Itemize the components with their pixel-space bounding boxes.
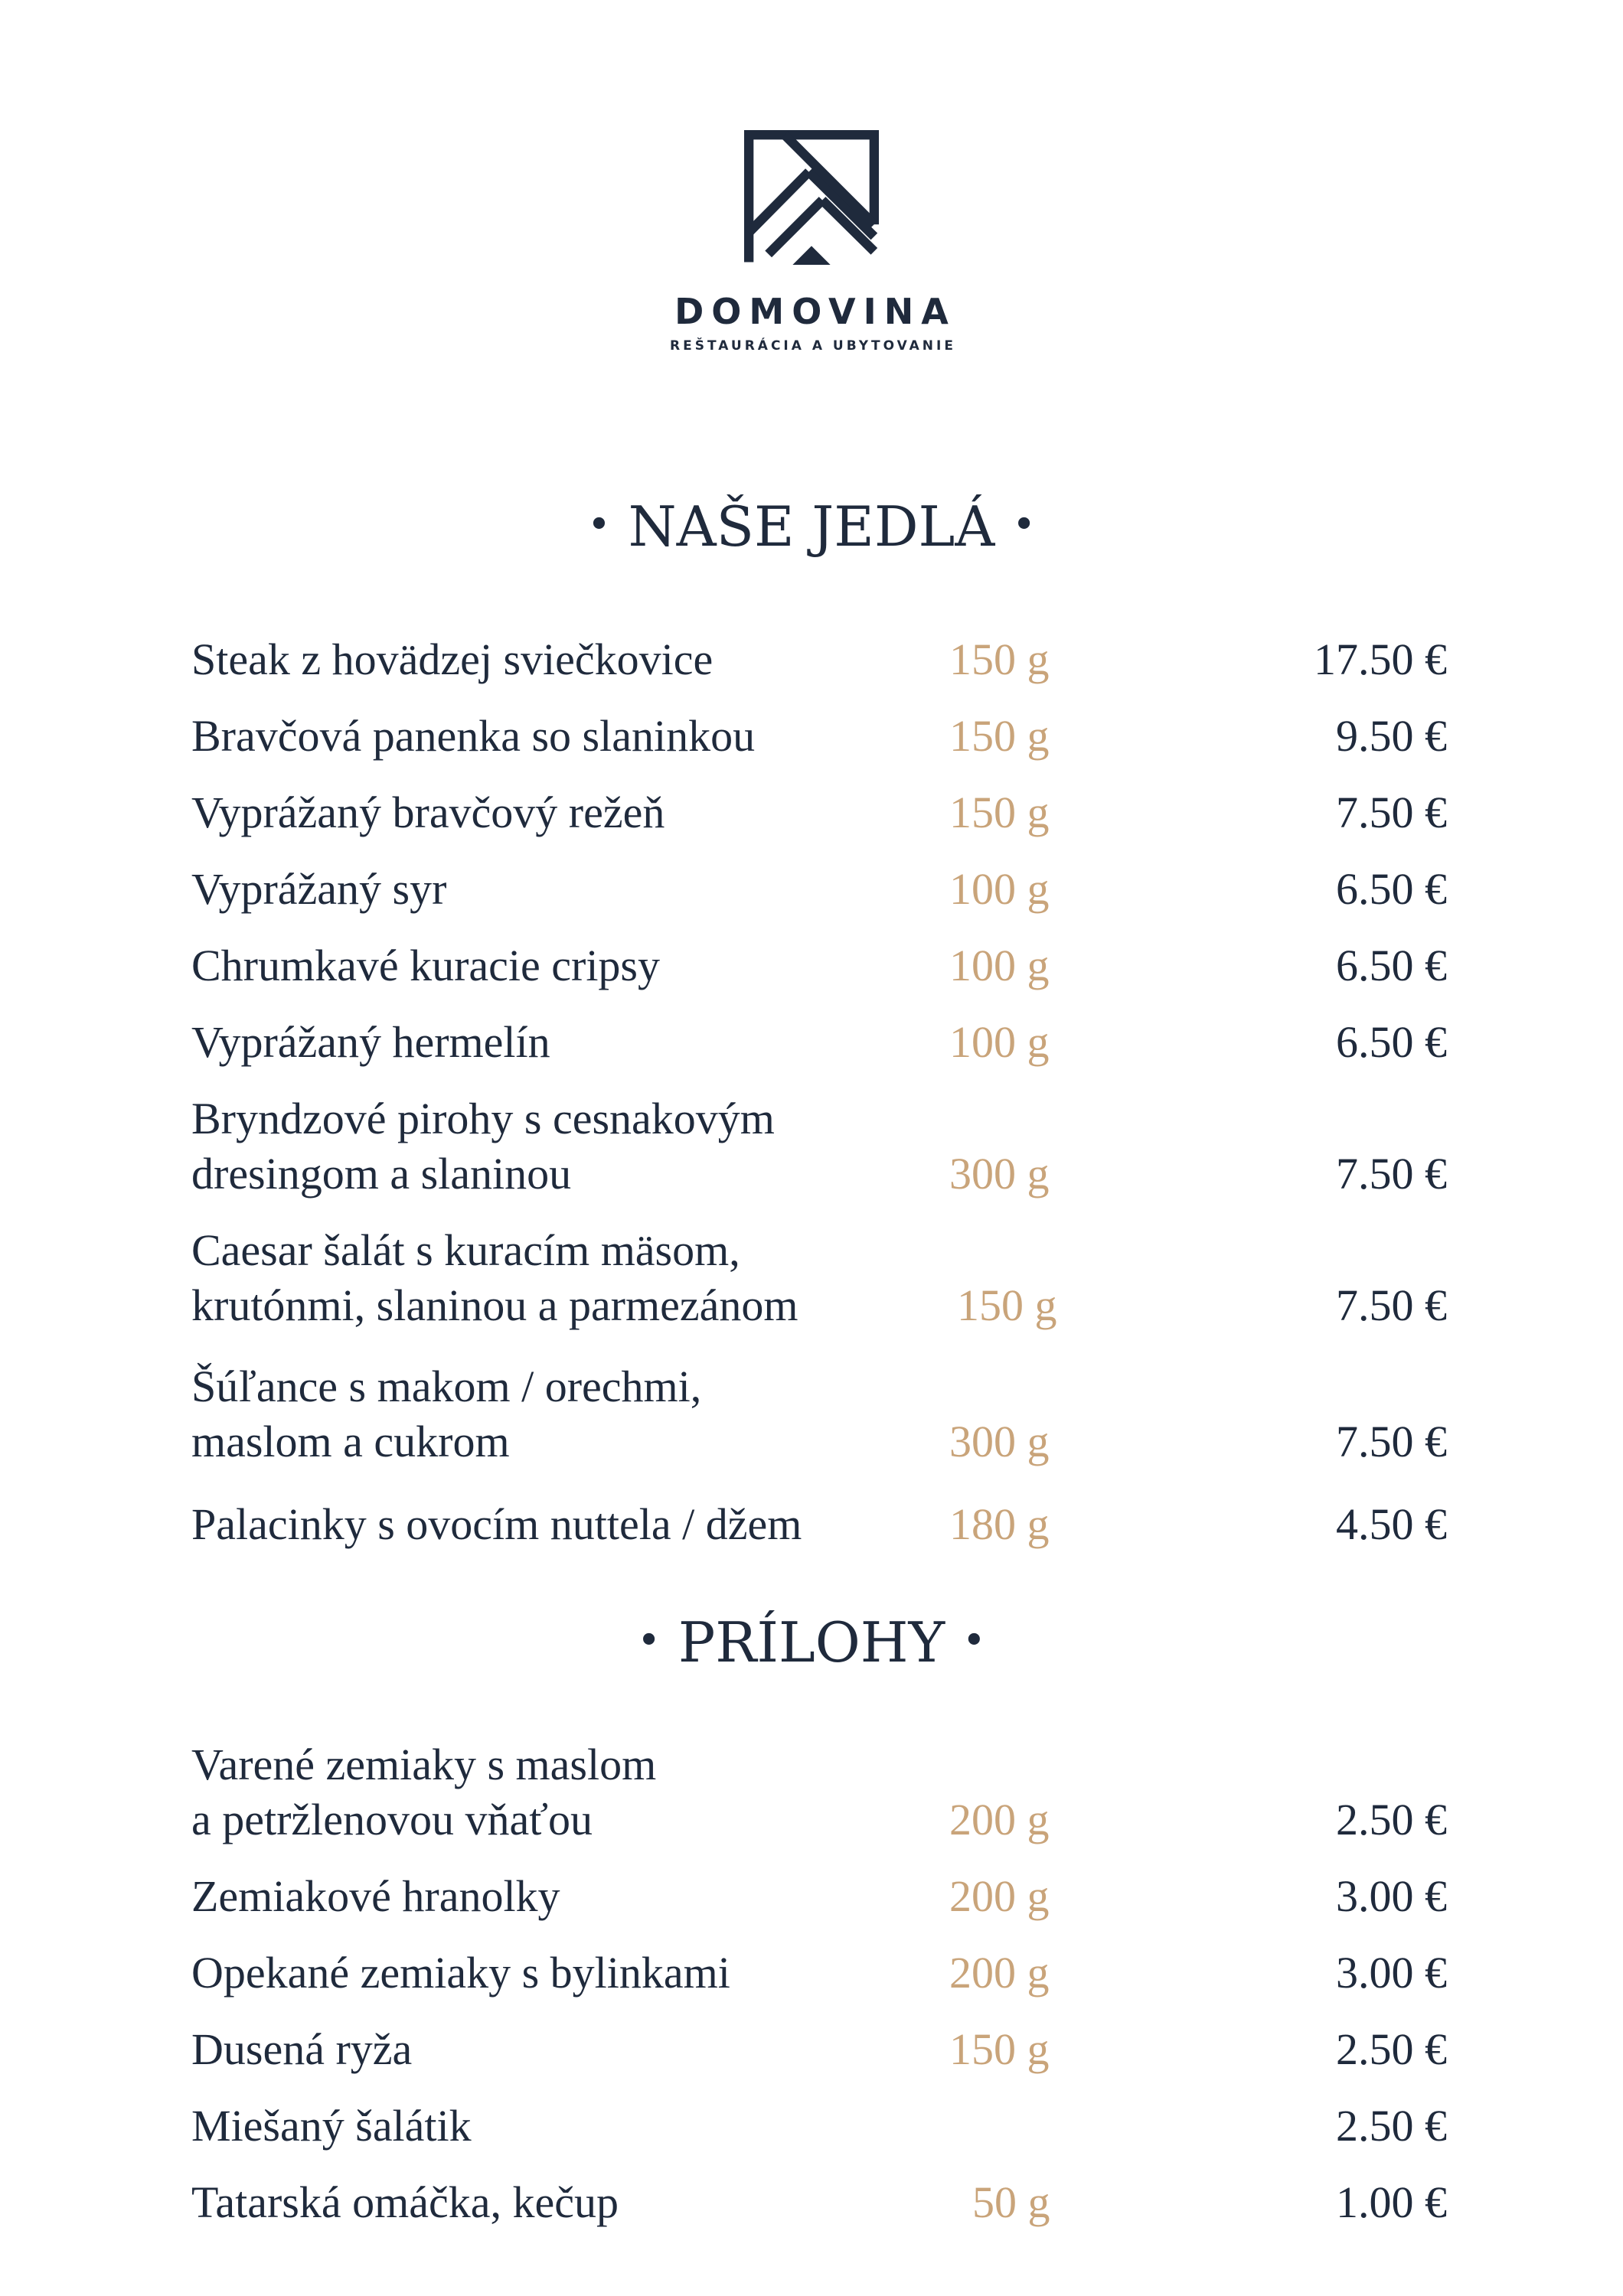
section-title-text: PRÍLOHY	[678, 1610, 945, 1675]
menu-item	[191, 2077, 1447, 2154]
item-name: Steak z hovädzej sviečkovice	[191, 634, 714, 684]
bullet-dot: •	[587, 502, 611, 548]
item-price: 17.50 €	[1314, 634, 1447, 684]
menu-item	[191, 1924, 1447, 2001]
menu-item	[191, 764, 1447, 840]
item-weight: 100 g	[949, 941, 1050, 990]
item-weight: 150 g	[949, 788, 1050, 837]
item-weight: 150 g	[949, 634, 1050, 684]
item-weight: 150 g	[949, 711, 1050, 761]
item-weight: 100 g	[949, 1017, 1050, 1067]
item-weight: 200 g	[949, 1795, 1050, 1844]
section-title-side-dishes	[0, 1610, 1623, 1675]
menu-item	[191, 1225, 1447, 1333]
item-name: Tatarská omáčka, kečup	[191, 2177, 619, 2227]
item-price: 3.00 €	[1336, 1948, 1447, 1998]
item-name: Miešaný šalátik	[191, 2101, 472, 2151]
item-name: Vyprážaný hermelín	[191, 1017, 550, 1067]
menu-item	[191, 993, 1447, 1070]
menu-item	[191, 1848, 1447, 1924]
item-name: Bravčová panenka so slaninkou	[191, 711, 756, 761]
item-name: Vyprážaný syr	[191, 864, 447, 914]
item-weight: 180 g	[949, 1499, 1050, 1549]
item-price: 9.50 €	[1336, 711, 1447, 761]
item-price: 1.00 €	[1336, 2177, 1447, 2227]
menu-item	[191, 2154, 1447, 2230]
item-weight: 200 g	[949, 1948, 1050, 1998]
menu-item	[191, 917, 1447, 993]
bullet-dot: •	[1012, 502, 1036, 548]
item-price: 7.50 €	[1336, 1149, 1447, 1199]
item-weight: 50 g	[972, 2177, 1050, 2227]
brand-name: DOMOVINA	[674, 291, 956, 332]
item-weight: 100 g	[949, 864, 1050, 914]
item-weight: 300 g	[949, 1417, 1050, 1466]
menu-item	[191, 687, 1447, 764]
item-price: 6.50 €	[1336, 864, 1447, 914]
item-price: 7.50 €	[1336, 1417, 1447, 1466]
item-price: 2.50 €	[1336, 2101, 1447, 2151]
bullet-dot: •	[637, 1618, 661, 1664]
item-price: 7.50 €	[1336, 788, 1447, 837]
item-name: Dusená ryža	[191, 2024, 413, 2074]
item-name: Chrumkavé kuracie cripsy	[191, 941, 661, 990]
item-weight: 200 g	[949, 1871, 1050, 1921]
item-name: Opekané zemiaky s bylinkami	[191, 1948, 730, 1998]
item-price: 7.50 €	[1336, 1280, 1447, 1330]
item-name: Zemiakové hranolky	[191, 1871, 560, 1921]
item-name: Varené zemiaky s maslom a petržlenovou vňaťou	[191, 1740, 657, 1844]
roof-chevron-logo-icon	[744, 130, 879, 265]
item-name: Bryndzové pirohy s cesnakovým dresingom a slaninou	[191, 1094, 775, 1199]
menu-item	[191, 611, 1447, 687]
item-price: 6.50 €	[1336, 941, 1447, 990]
brand-tagline: REŠTAURÁCIA A UBYTOVANIE	[670, 338, 956, 354]
menu-item	[191, 1362, 1447, 1469]
item-name: Palacinky s ovocím nuttela / džem	[191, 1499, 802, 1549]
section-title-main-dishes	[0, 494, 1623, 559]
restaurant-logo	[0, 130, 1623, 354]
bullet-dot: •	[962, 1618, 986, 1664]
item-name: Caesar šalát s kuracím mäsom, krutónmi, slaninou a parmezánom	[191, 1225, 798, 1330]
item-price: 2.50 €	[1336, 1795, 1447, 1844]
menu-item	[191, 1476, 1447, 1552]
item-price: 3.00 €	[1336, 1871, 1447, 1921]
item-price: 6.50 €	[1336, 1017, 1447, 1067]
menu-item	[191, 2001, 1447, 2077]
item-price: 2.50 €	[1336, 2024, 1447, 2074]
menu-item	[191, 1094, 1447, 1202]
item-name: Šúľance s makom / orechmi, maslom a cukrom	[191, 1362, 702, 1466]
item-price: 4.50 €	[1336, 1499, 1447, 1549]
item-weight: 150 g	[949, 2024, 1050, 2074]
item-weight: 300 g	[949, 1149, 1050, 1199]
item-name: Vyprážaný bravčový režeň	[191, 788, 665, 837]
section-title-text: NAŠE JEDLÁ	[628, 494, 995, 559]
item-weight: 150 g	[957, 1280, 1057, 1330]
menu-item	[191, 1740, 1447, 1848]
menu-item	[191, 840, 1447, 917]
